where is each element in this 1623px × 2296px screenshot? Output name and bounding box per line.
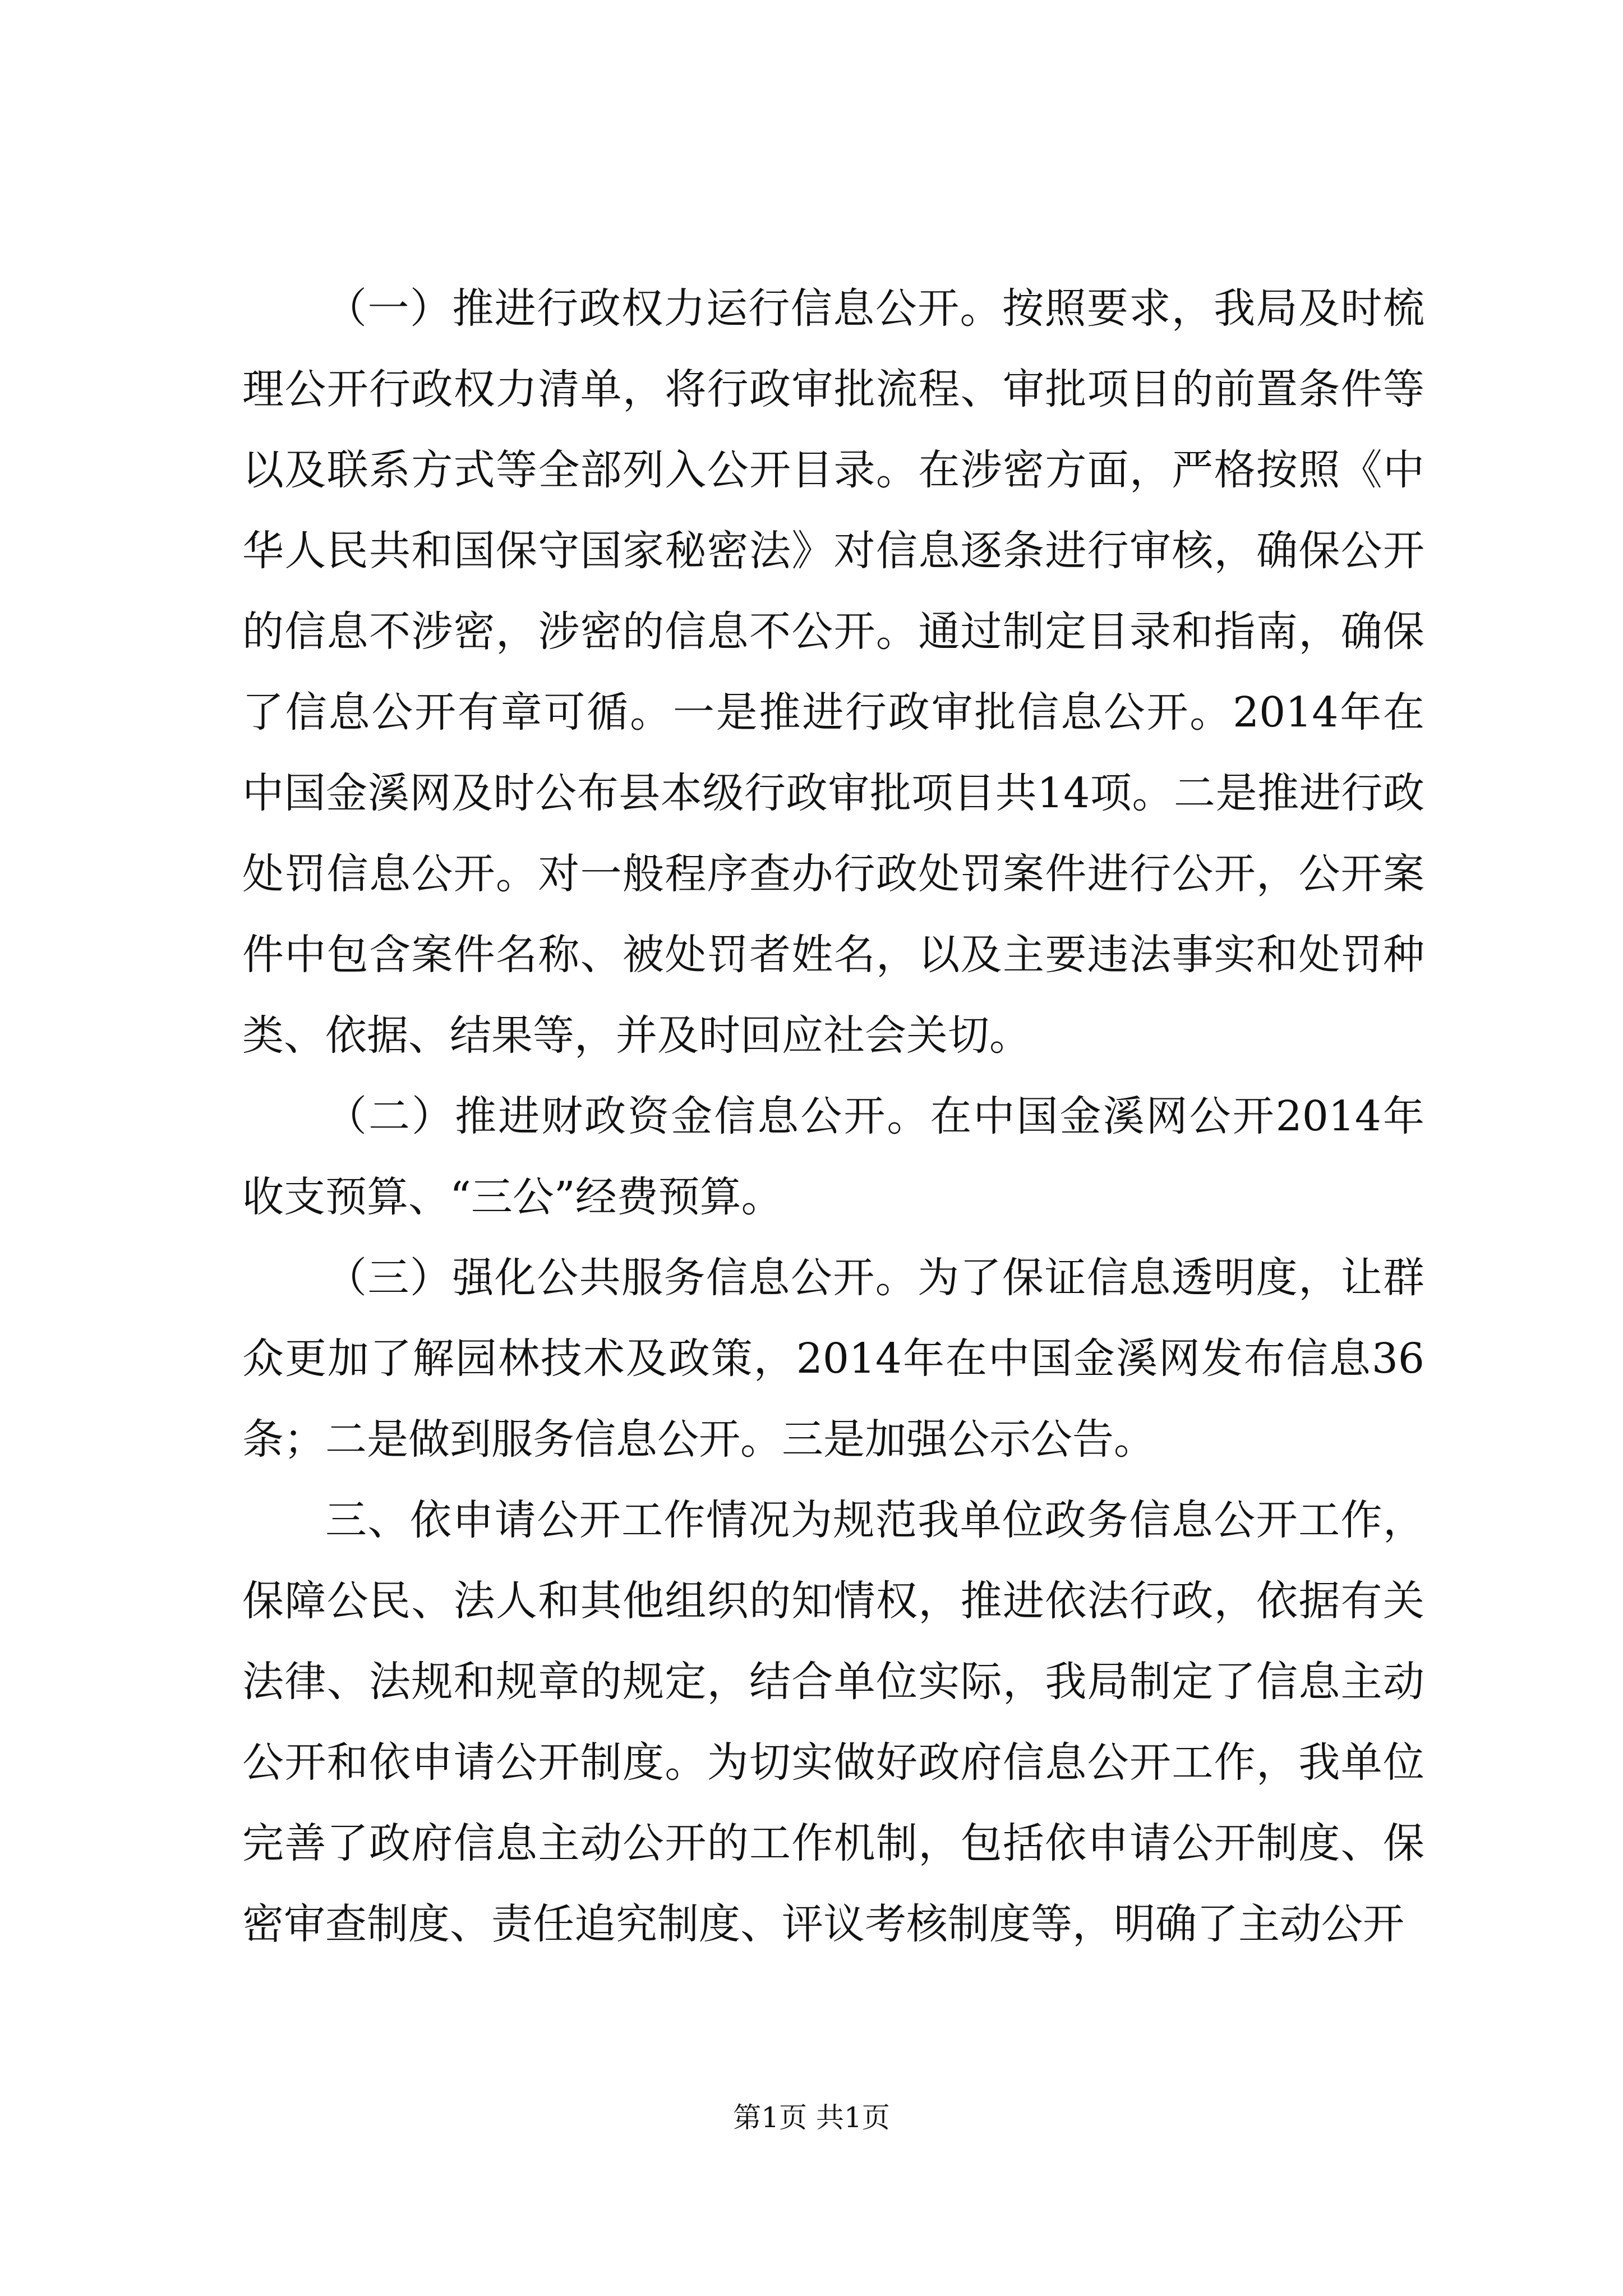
paragraph-application-disclosure: 三、依申请公开工作情况为规范我单位政务信息公开工作，保障公民、法人和其他组织的知情权，推进依法行政，依据有关法律、法规和规章的规定，结合单位实际，我局制定了信息主动公开和依申请公开制度。为切实做好政府信息公开工作，我单位完善了政府信息主动公开的工作机制，包括依申请公开制度、保密审查制度、责任追究制度、评议考核制度等，明确了主动公开 <box>242 1496 1424 1948</box>
paragraph-administrative-power-disclosure: （一）推进行政权力运行信息公开。按照要求，我局及时梳理公开行政权力清单，将行政审批流程、审批项目的前置条件等以及联系方式等全部列入公开目录。在涉密方面，严格按照《中华人民共和国保守国家秘密法》对信息逐条进行审核，确保公开的信息不涉密，涉密的信息不公开。通过制定目录和指南，确保了信息公开有章可循。一是推进行政审批信息公开。2014年在中国金溪网及时公布县本级行政审批项目共14项。二是推进行政处罚信息公开。对一般程序查办行政处罚案件进行公开，公开案件中包含案件名称、被处罚者姓名，以及主要违法事实和处罚种类、依据、结果等，并及时回应社会关切。 <box>242 284 1424 1060</box>
page-number-footer: 第1页 共1页 <box>733 2101 890 2134</box>
paragraph-public-service-disclosure: （三）强化公共服务信息公开。为了保证信息透明度，让群众更加了解园林技术及政策，2014年在中国金溪网发布信息36条；二是做到服务信息公开。三是加强公示公告。 <box>242 1254 1424 1464</box>
paragraph-fiscal-funds-disclosure: （二）推进财政资金信息公开。在中国金溪网公开2014年收支预算、“三公”经费预算。 <box>242 1092 1424 1221</box>
document-body <box>242 268 1424 1964</box>
